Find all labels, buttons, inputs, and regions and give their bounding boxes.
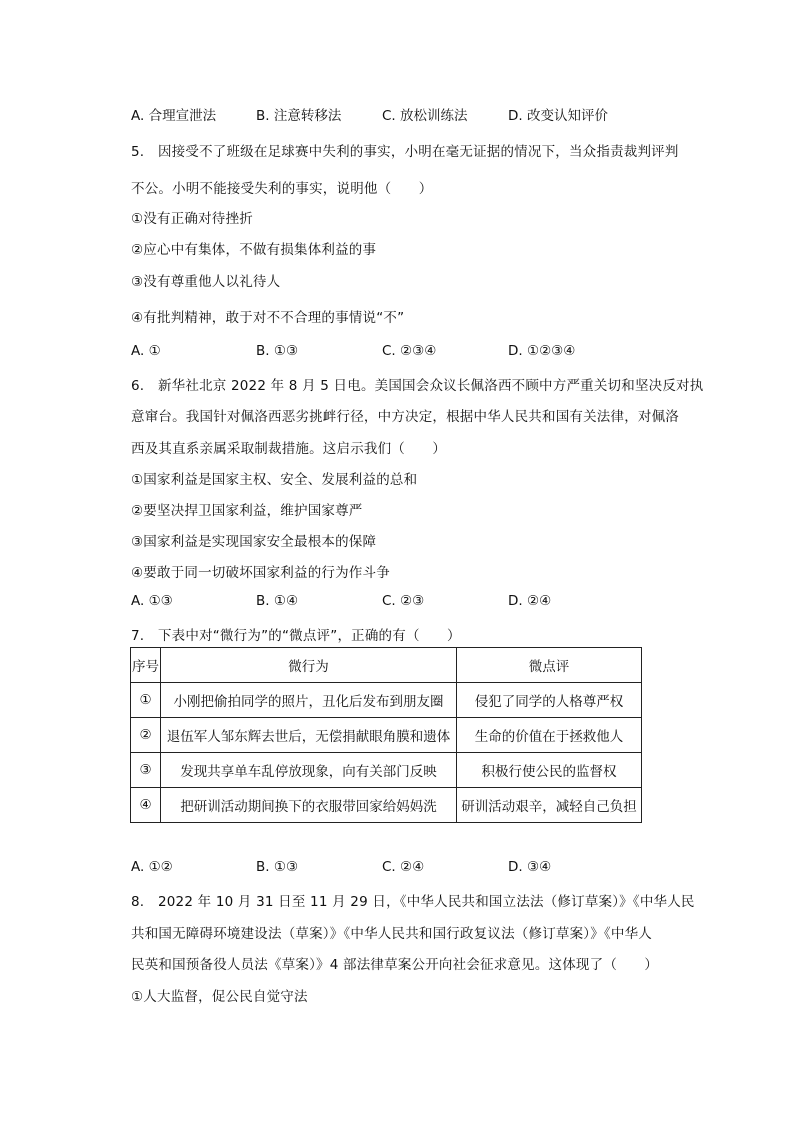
q7-option-c[interactable]: C. ②④ [382,859,425,875]
q6-stem-line-3: 西及其直系亲属采取制裁措施。这启示我们（ ） [131,441,447,457]
table-cell-action: 小刚把偷拍同学的照片，丑化后发布到朋友圈 [161,683,457,718]
q4-options [131,104,691,124]
table-header-action: 微行为 [161,648,457,683]
table-cell-no: ② [131,718,161,753]
q6-stem-line-1: 6. 新华社北京 2022 年 8 月 5 日电。美国国会众议长佩洛西不顾中方严重关切和坚决反对执 [131,378,704,394]
table-cell-comment: 侵犯了同学的人格尊严权 [457,683,642,718]
q5-item-3: ③没有尊重他人以礼待人 [131,274,281,290]
q5-item-2: ②应心中有集体，不做有损集体利益的事 [131,242,377,258]
q6-option-b[interactable]: B. ①④ [256,593,299,609]
q4-option-c[interactable]: C. 放松训练法 [382,108,468,124]
q8-stem-line-2: 共和国无障碍环境建设法（草案）》《中华人民共和国行政复议法（修订草案）》《中华人 [131,926,652,942]
table-cell-action: 发现共享单车乱停放现象，向有关部门反映 [161,753,457,788]
q7-option-d[interactable]: D. ③④ [508,859,552,875]
q5-options [131,343,691,363]
table-row [131,788,642,823]
table-cell-no: ① [131,683,161,718]
q6-item-2: ②要坚决捍卫国家利益，维护国家尊严 [131,503,363,519]
table-cell-no: ④ [131,788,161,823]
q6-options [131,593,691,613]
q8-stem-line-1: 8. 2022 年 10 月 31 日至 11 月 29 日，《中华人民共和国立法法（修订草案）》《中华人民 [131,894,695,910]
q6-item-1: ①国家利益是国家主权、安全、发展利益的总和 [131,472,418,488]
q5-option-b[interactable]: B. ①③ [256,343,299,359]
table-cell-no: ③ [131,753,161,788]
table-cell-comment: 生命的价值在于拯救他人 [457,718,642,753]
q8-item-1: ①人大监督，促公民自觉守法 [131,989,308,1005]
q6-stem-line-2: 意窜台。我国针对佩洛西恶劣挑衅行径，中方决定，根据中华人民共和国有关法律，对佩洛 [131,409,679,425]
q7-table [130,647,642,823]
q6-item-4: ④要敢于同一切破坏国家利益的行为作斗争 [131,565,390,581]
table-row [131,718,642,753]
table-row [131,753,642,788]
q8-stem-line-3: 民英和国预备役人员法《草案）》4 部法律草案公开向社会征求意见。这体现了（ ） [131,957,659,973]
table-header-row [131,648,642,683]
q7-option-b[interactable]: B. ①③ [256,859,299,875]
q5-stem-line-2: 不公。小明不能接受失利的事实，说明他（ ） [131,181,433,197]
q5-option-d[interactable]: D. ①②③④ [508,343,576,359]
q6-option-a[interactable]: A. ①③ [131,593,173,609]
q6-option-d[interactable]: D. ②④ [508,593,552,609]
table-cell-comment: 积极行使公民的监督权 [457,753,642,788]
table-row [131,683,642,718]
q7-options [131,859,691,879]
q5-option-c[interactable]: C. ②③④ [382,343,437,359]
q5-item-4: ④有批判精神，敢于对不不合理的事情说“不” [131,310,405,326]
q4-option-a[interactable]: A. 合理宣泄法 [131,108,217,124]
q6-item-3: ③国家利益是实现国家安全最根本的保障 [131,534,377,550]
q5-item-1: ①没有正确对待挫折 [131,211,253,227]
q7-stem: 7. 下表中对“微行为”的“微点评”，正确的有（ ） [131,628,461,644]
table-header-no: 序号 [131,648,161,683]
table-cell-comment: 研训活动艰辛，减轻自己负担 [457,788,642,823]
q4-option-b[interactable]: B. 注意转移法 [256,108,342,124]
q5-option-a[interactable]: A. ① [131,343,161,359]
table-cell-action: 退伍军人邹东辉去世后，无偿捐献眼角膜和遗体 [161,718,457,753]
table-header-comment: 微点评 [457,648,642,683]
q5-stem-line-1: 5. 因接受不了班级在足球赛中失利的事实，小明在毫无证据的情况下，当众指责裁判评判 [131,144,679,160]
q7-option-a[interactable]: A. ①② [131,859,173,875]
q4-option-d[interactable]: D. 改变认知评价 [508,108,608,124]
table-cell-action: 把研训活动期间换下的衣服带回家给妈妈洗 [161,788,457,823]
q6-option-c[interactable]: C. ②③ [382,593,425,609]
